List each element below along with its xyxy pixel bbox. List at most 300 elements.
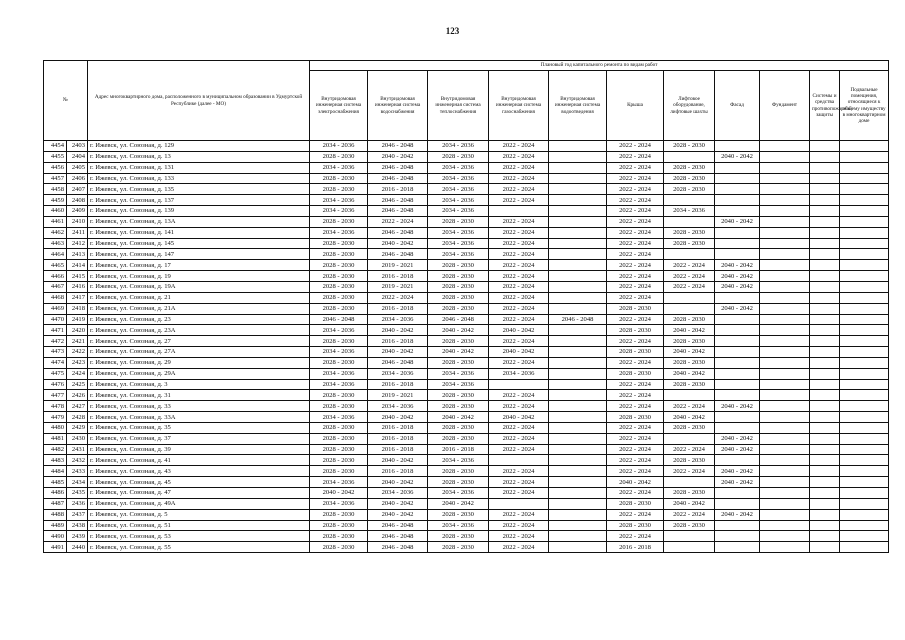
row-value: 2040 - 2042 bbox=[368, 347, 428, 358]
row-id: 2416 bbox=[67, 281, 88, 292]
row-id: 2424 bbox=[67, 368, 88, 379]
row-value: 2028 - 2030 bbox=[664, 455, 715, 466]
row-id: 2439 bbox=[67, 531, 88, 542]
row-value: 2016 - 2018 bbox=[368, 184, 428, 195]
row-value: 2046 - 2048 bbox=[368, 531, 428, 542]
row-value bbox=[549, 357, 607, 368]
row-value bbox=[760, 488, 810, 499]
row-value bbox=[664, 216, 715, 227]
row-id: 2431 bbox=[67, 444, 88, 455]
row-value bbox=[840, 477, 889, 488]
row-value bbox=[760, 477, 810, 488]
row-value bbox=[489, 206, 549, 217]
row-value bbox=[664, 249, 715, 260]
row-value bbox=[840, 162, 889, 173]
row-value bbox=[549, 281, 607, 292]
row-address: г. Ижевск, ул. Союзная, д. 139 bbox=[88, 206, 310, 217]
row-value bbox=[760, 509, 810, 520]
row-value bbox=[549, 531, 607, 542]
row-value bbox=[760, 455, 810, 466]
row-value: 2028 - 2030 bbox=[664, 238, 715, 249]
table-row bbox=[44, 173, 889, 184]
row-value bbox=[810, 488, 840, 499]
row-value: 2034 - 2036 bbox=[310, 206, 368, 217]
table-row bbox=[44, 379, 889, 390]
row-value bbox=[810, 151, 840, 162]
row-value: 2022 - 2024 bbox=[489, 466, 549, 477]
row-value: 2040 - 2042 bbox=[715, 151, 760, 162]
row-address: г. Ижевск, ул. Союзная, д. 131 bbox=[88, 162, 310, 173]
row-value bbox=[549, 216, 607, 227]
row-value: 2028 - 2030 bbox=[310, 509, 368, 520]
row-value bbox=[715, 336, 760, 347]
row-address: г. Ижевск, ул. Союзная, д. 145 bbox=[88, 238, 310, 249]
header-address: Адрес многоквартирного дома, расположенного в муниципальном образовании в Удмуртской Республике (далее - МО) bbox=[88, 61, 310, 141]
row-id: 2423 bbox=[67, 357, 88, 368]
row-number: 4461 bbox=[44, 216, 67, 227]
row-value: 2022 - 2024 bbox=[489, 477, 549, 488]
row-value bbox=[715, 314, 760, 325]
row-value: 2022 - 2024 bbox=[489, 336, 549, 347]
row-value bbox=[549, 455, 607, 466]
row-id: 2412 bbox=[67, 238, 88, 249]
row-value: 2046 - 2048 bbox=[368, 227, 428, 238]
row-value: 2028 - 2030 bbox=[428, 260, 489, 271]
row-value bbox=[760, 271, 810, 282]
row-value bbox=[760, 238, 810, 249]
row-address: г. Ижевск, ул. Союзная, д. 49А bbox=[88, 498, 310, 509]
row-value bbox=[549, 368, 607, 379]
row-value bbox=[715, 325, 760, 336]
row-value: 2016 - 2018 bbox=[368, 303, 428, 314]
row-value: 2040 - 2042 bbox=[368, 455, 428, 466]
row-value: 2034 - 2036 bbox=[310, 368, 368, 379]
row-id: 2406 bbox=[67, 173, 88, 184]
row-number: 4454 bbox=[44, 141, 67, 152]
header-column: Внутридомовая инженерная система теплоснабжения bbox=[428, 71, 489, 141]
table-row bbox=[44, 488, 889, 499]
row-value bbox=[810, 303, 840, 314]
row-number: 4478 bbox=[44, 401, 67, 412]
row-value: 2022 - 2024 bbox=[489, 238, 549, 249]
row-value bbox=[715, 249, 760, 260]
row-value: 2022 - 2024 bbox=[489, 520, 549, 531]
table-row bbox=[44, 162, 889, 173]
row-value: 2040 - 2042 bbox=[664, 412, 715, 423]
row-value bbox=[810, 509, 840, 520]
row-address: г. Ижевск, ул. Союзная, д. 133 bbox=[88, 173, 310, 184]
row-value: 2034 - 2036 bbox=[310, 325, 368, 336]
row-value: 2022 - 2024 bbox=[607, 444, 664, 455]
row-value: 2016 - 2018 bbox=[428, 444, 489, 455]
row-id: 2436 bbox=[67, 498, 88, 509]
row-id: 2418 bbox=[67, 303, 88, 314]
row-value: 2040 - 2042 bbox=[715, 303, 760, 314]
row-value: 2040 - 2042 bbox=[715, 444, 760, 455]
row-number: 4470 bbox=[44, 314, 67, 325]
row-value: 2034 - 2036 bbox=[310, 347, 368, 358]
row-address: г. Ижевск, ул. Союзная, д. 27 bbox=[88, 336, 310, 347]
row-value: 2028 - 2030 bbox=[428, 509, 489, 520]
row-id: 2403 bbox=[67, 141, 88, 152]
row-value: 2040 - 2042 bbox=[368, 151, 428, 162]
row-value: 2040 - 2042 bbox=[715, 466, 760, 477]
row-value: 2022 - 2024 bbox=[607, 336, 664, 347]
row-value bbox=[549, 141, 607, 152]
row-value bbox=[840, 216, 889, 227]
table-row bbox=[44, 184, 889, 195]
row-value: 2028 - 2030 bbox=[428, 292, 489, 303]
row-value bbox=[760, 173, 810, 184]
row-address: г. Ижевск, ул. Союзная, д. 19 bbox=[88, 271, 310, 282]
table-row bbox=[44, 314, 889, 325]
row-value bbox=[549, 422, 607, 433]
table-row bbox=[44, 401, 889, 412]
row-value bbox=[810, 281, 840, 292]
row-id: 2405 bbox=[67, 162, 88, 173]
header-column: Внутридомовая инженерная система электроснабжения bbox=[310, 71, 368, 141]
row-id: 2411 bbox=[67, 227, 88, 238]
row-value bbox=[810, 455, 840, 466]
row-value bbox=[760, 162, 810, 173]
row-value bbox=[715, 488, 760, 499]
row-id: 2434 bbox=[67, 477, 88, 488]
row-value bbox=[810, 357, 840, 368]
row-address: г. Ижевск, ул. Союзная, д. 141 bbox=[88, 227, 310, 238]
header-row-plan bbox=[44, 61, 889, 71]
row-value: 2028 - 2030 bbox=[310, 271, 368, 282]
row-value bbox=[810, 520, 840, 531]
row-value bbox=[810, 260, 840, 271]
row-value bbox=[840, 368, 889, 379]
row-value bbox=[760, 151, 810, 162]
row-value bbox=[664, 477, 715, 488]
row-value: 2028 - 2030 bbox=[310, 401, 368, 412]
row-value: 2022 - 2024 bbox=[607, 184, 664, 195]
row-value: 2028 - 2030 bbox=[607, 412, 664, 423]
table-row bbox=[44, 303, 889, 314]
row-value: 2040 - 2042 bbox=[664, 368, 715, 379]
row-value: 2022 - 2024 bbox=[664, 271, 715, 282]
row-value: 2028 - 2030 bbox=[310, 260, 368, 271]
row-value bbox=[840, 141, 889, 152]
row-value: 2028 - 2030 bbox=[428, 433, 489, 444]
table-row bbox=[44, 325, 889, 336]
row-id: 2432 bbox=[67, 455, 88, 466]
row-value bbox=[549, 162, 607, 173]
row-number: 4490 bbox=[44, 531, 67, 542]
row-value bbox=[840, 444, 889, 455]
row-number: 4467 bbox=[44, 281, 67, 292]
row-value: 2040 - 2042 bbox=[489, 347, 549, 358]
row-address: г. Ижевск, ул. Союзная, д. 37 bbox=[88, 433, 310, 444]
table-row bbox=[44, 368, 889, 379]
row-value: 2046 - 2048 bbox=[368, 162, 428, 173]
table-row bbox=[44, 412, 889, 423]
row-value bbox=[810, 325, 840, 336]
row-value bbox=[760, 444, 810, 455]
row-number: 4482 bbox=[44, 444, 67, 455]
row-number: 4464 bbox=[44, 249, 67, 260]
row-value: 2022 - 2024 bbox=[489, 292, 549, 303]
row-value: 2028 - 2030 bbox=[428, 466, 489, 477]
row-value: 2028 - 2030 bbox=[664, 422, 715, 433]
row-value bbox=[760, 401, 810, 412]
table-row bbox=[44, 498, 889, 509]
row-value: 2022 - 2024 bbox=[489, 281, 549, 292]
row-value: 2022 - 2024 bbox=[607, 162, 664, 173]
row-address: г. Ижевск, ул. Союзная, д. 55 bbox=[88, 542, 310, 553]
row-value: 2028 - 2030 bbox=[664, 314, 715, 325]
row-value: 2034 - 2036 bbox=[428, 227, 489, 238]
row-value bbox=[549, 509, 607, 520]
row-number: 4455 bbox=[44, 151, 67, 162]
row-id: 2430 bbox=[67, 433, 88, 444]
row-value: 2022 - 2024 bbox=[607, 455, 664, 466]
row-value: 2022 - 2024 bbox=[607, 281, 664, 292]
table-row bbox=[44, 509, 889, 520]
header-column: Крыша bbox=[607, 71, 664, 141]
row-value: 2040 - 2042 bbox=[607, 477, 664, 488]
row-value: 2022 - 2024 bbox=[607, 357, 664, 368]
row-number: 4483 bbox=[44, 455, 67, 466]
row-value bbox=[549, 477, 607, 488]
row-value: 2022 - 2024 bbox=[489, 249, 549, 260]
row-id: 2419 bbox=[67, 314, 88, 325]
row-value: 2028 - 2030 bbox=[310, 173, 368, 184]
row-value: 2022 - 2024 bbox=[607, 227, 664, 238]
row-value: 2028 - 2030 bbox=[310, 390, 368, 401]
row-value bbox=[810, 542, 840, 553]
row-number: 4484 bbox=[44, 466, 67, 477]
row-value: 2034 - 2036 bbox=[368, 488, 428, 499]
table-row bbox=[44, 455, 889, 466]
row-value: 2022 - 2024 bbox=[607, 466, 664, 477]
row-address: г. Ижевск, ул. Союзная, д. 33 bbox=[88, 401, 310, 412]
row-value bbox=[549, 401, 607, 412]
row-value bbox=[715, 173, 760, 184]
row-value bbox=[840, 206, 889, 217]
row-value bbox=[760, 498, 810, 509]
row-value bbox=[810, 227, 840, 238]
row-value bbox=[840, 238, 889, 249]
row-value bbox=[840, 542, 889, 553]
row-value: 2046 - 2048 bbox=[368, 249, 428, 260]
row-value: 2022 - 2024 bbox=[607, 238, 664, 249]
row-address: г. Ижевск, ул. Союзная, д. 29 bbox=[88, 357, 310, 368]
row-value bbox=[810, 184, 840, 195]
row-value: 2040 - 2042 bbox=[368, 509, 428, 520]
row-value bbox=[760, 292, 810, 303]
row-number: 4475 bbox=[44, 368, 67, 379]
row-value: 2022 - 2024 bbox=[607, 249, 664, 260]
row-value bbox=[549, 260, 607, 271]
row-value: 2022 - 2024 bbox=[607, 271, 664, 282]
row-number: 4485 bbox=[44, 477, 67, 488]
row-value bbox=[549, 466, 607, 477]
row-value: 2022 - 2024 bbox=[489, 162, 549, 173]
row-value: 2022 - 2024 bbox=[607, 260, 664, 271]
row-value bbox=[840, 347, 889, 358]
row-value: 2028 - 2030 bbox=[310, 151, 368, 162]
row-value: 2040 - 2042 bbox=[715, 216, 760, 227]
row-value: 2019 - 2021 bbox=[368, 260, 428, 271]
row-value bbox=[760, 433, 810, 444]
row-value: 2034 - 2036 bbox=[310, 477, 368, 488]
row-id: 2414 bbox=[67, 260, 88, 271]
row-number: 4477 bbox=[44, 390, 67, 401]
row-value bbox=[840, 281, 889, 292]
row-value bbox=[810, 390, 840, 401]
table-row bbox=[44, 433, 889, 444]
row-value bbox=[760, 195, 810, 206]
row-value bbox=[760, 520, 810, 531]
row-address: г. Ижевск, ул. Союзная, д. 17 bbox=[88, 260, 310, 271]
row-number: 4472 bbox=[44, 336, 67, 347]
row-value: 2040 - 2042 bbox=[489, 412, 549, 423]
row-value bbox=[549, 412, 607, 423]
row-value bbox=[549, 336, 607, 347]
row-value: 2028 - 2030 bbox=[428, 303, 489, 314]
row-value bbox=[760, 216, 810, 227]
row-value bbox=[760, 249, 810, 260]
row-value bbox=[810, 216, 840, 227]
row-value bbox=[715, 379, 760, 390]
row-address: г. Ижевск, ул. Союзная, д. 13 bbox=[88, 151, 310, 162]
row-value: 2046 - 2048 bbox=[428, 314, 489, 325]
row-value: 2022 - 2024 bbox=[607, 206, 664, 217]
row-value bbox=[810, 401, 840, 412]
row-value: 2022 - 2024 bbox=[368, 216, 428, 227]
row-id: 2409 bbox=[67, 206, 88, 217]
row-value bbox=[760, 206, 810, 217]
row-value bbox=[549, 292, 607, 303]
row-value: 2022 - 2024 bbox=[489, 141, 549, 152]
row-id: 2410 bbox=[67, 216, 88, 227]
row-value: 2028 - 2030 bbox=[310, 466, 368, 477]
row-number: 4462 bbox=[44, 227, 67, 238]
row-value: 2028 - 2030 bbox=[664, 488, 715, 499]
table-row bbox=[44, 531, 889, 542]
row-address: г. Ижевск, ул. Союзная, д. 45 bbox=[88, 477, 310, 488]
row-id: 2428 bbox=[67, 412, 88, 423]
row-address: г. Ижевск, ул. Союзная, д. 21А bbox=[88, 303, 310, 314]
row-address: г. Ижевск, ул. Союзная, д. 31 bbox=[88, 390, 310, 401]
row-value: 2022 - 2024 bbox=[607, 531, 664, 542]
row-value: 2022 - 2024 bbox=[607, 379, 664, 390]
row-number: 4466 bbox=[44, 271, 67, 282]
table-row bbox=[44, 216, 889, 227]
row-value: 2034 - 2036 bbox=[664, 206, 715, 217]
row-value bbox=[840, 195, 889, 206]
row-value bbox=[840, 249, 889, 260]
row-id: 2425 bbox=[67, 379, 88, 390]
row-value: 2022 - 2024 bbox=[489, 260, 549, 271]
row-value: 2046 - 2048 bbox=[368, 520, 428, 531]
row-value: 2034 - 2036 bbox=[310, 498, 368, 509]
header-no: № bbox=[44, 61, 88, 141]
row-value: 2019 - 2021 bbox=[368, 281, 428, 292]
row-number: 4465 bbox=[44, 260, 67, 271]
table-row bbox=[44, 542, 889, 553]
row-value: 2022 - 2024 bbox=[368, 292, 428, 303]
row-value: 2040 - 2042 bbox=[715, 509, 760, 520]
row-value: 2046 - 2048 bbox=[368, 173, 428, 184]
table-row bbox=[44, 336, 889, 347]
row-value bbox=[549, 249, 607, 260]
row-value: 2034 - 2036 bbox=[368, 401, 428, 412]
row-value: 2028 - 2030 bbox=[310, 433, 368, 444]
row-value: 2034 - 2036 bbox=[368, 314, 428, 325]
row-address: г. Ижевск, ул. Союзная, д. 43 bbox=[88, 466, 310, 477]
header-column: Внутридомовая инженерная система водоотведения bbox=[549, 71, 607, 141]
row-value bbox=[715, 195, 760, 206]
row-value: 2034 - 2036 bbox=[428, 488, 489, 499]
row-value: 2022 - 2024 bbox=[664, 466, 715, 477]
row-value: 2028 - 2030 bbox=[428, 151, 489, 162]
row-value bbox=[549, 433, 607, 444]
row-value bbox=[840, 260, 889, 271]
row-value: 2022 - 2024 bbox=[489, 401, 549, 412]
row-value: 2040 - 2042 bbox=[715, 281, 760, 292]
row-value: 2034 - 2036 bbox=[428, 238, 489, 249]
row-value: 2016 - 2018 bbox=[368, 422, 428, 433]
row-value: 2022 - 2024 bbox=[664, 509, 715, 520]
row-id: 2437 bbox=[67, 509, 88, 520]
table-row bbox=[44, 292, 889, 303]
row-value: 2016 - 2018 bbox=[368, 433, 428, 444]
row-value: 2028 - 2030 bbox=[664, 141, 715, 152]
row-value: 2022 - 2024 bbox=[607, 422, 664, 433]
row-value bbox=[715, 368, 760, 379]
row-number: 4474 bbox=[44, 357, 67, 368]
row-address: г. Ижевск, ул. Союзная, д. 135 bbox=[88, 184, 310, 195]
row-value bbox=[840, 498, 889, 509]
row-value bbox=[810, 477, 840, 488]
row-id: 2413 bbox=[67, 249, 88, 260]
row-address: г. Ижевск, ул. Союзная, д. 27А bbox=[88, 347, 310, 358]
header-column: Фундамент bbox=[760, 71, 810, 141]
row-value bbox=[810, 249, 840, 260]
row-value bbox=[840, 227, 889, 238]
table-row bbox=[44, 227, 889, 238]
row-value: 2040 - 2042 bbox=[715, 271, 760, 282]
row-value bbox=[840, 151, 889, 162]
row-value: 2022 - 2024 bbox=[489, 173, 549, 184]
row-id: 2429 bbox=[67, 422, 88, 433]
row-id: 2426 bbox=[67, 390, 88, 401]
row-id: 2440 bbox=[67, 542, 88, 553]
row-value bbox=[840, 509, 889, 520]
row-value bbox=[549, 184, 607, 195]
row-value bbox=[715, 238, 760, 249]
row-value bbox=[549, 444, 607, 455]
row-value bbox=[810, 368, 840, 379]
row-value bbox=[760, 303, 810, 314]
row-number: 4491 bbox=[44, 542, 67, 553]
row-value: 2034 - 2036 bbox=[428, 379, 489, 390]
row-value: 2028 - 2030 bbox=[428, 357, 489, 368]
row-address: г. Ижевск, ул. Союзная, д. 129 bbox=[88, 141, 310, 152]
table-row bbox=[44, 249, 889, 260]
table-row bbox=[44, 347, 889, 358]
row-id: 2421 bbox=[67, 336, 88, 347]
row-value: 2028 - 2030 bbox=[428, 542, 489, 553]
row-value: 2022 - 2024 bbox=[489, 195, 549, 206]
row-value: 2028 - 2030 bbox=[664, 227, 715, 238]
row-value bbox=[760, 368, 810, 379]
row-value bbox=[549, 379, 607, 390]
